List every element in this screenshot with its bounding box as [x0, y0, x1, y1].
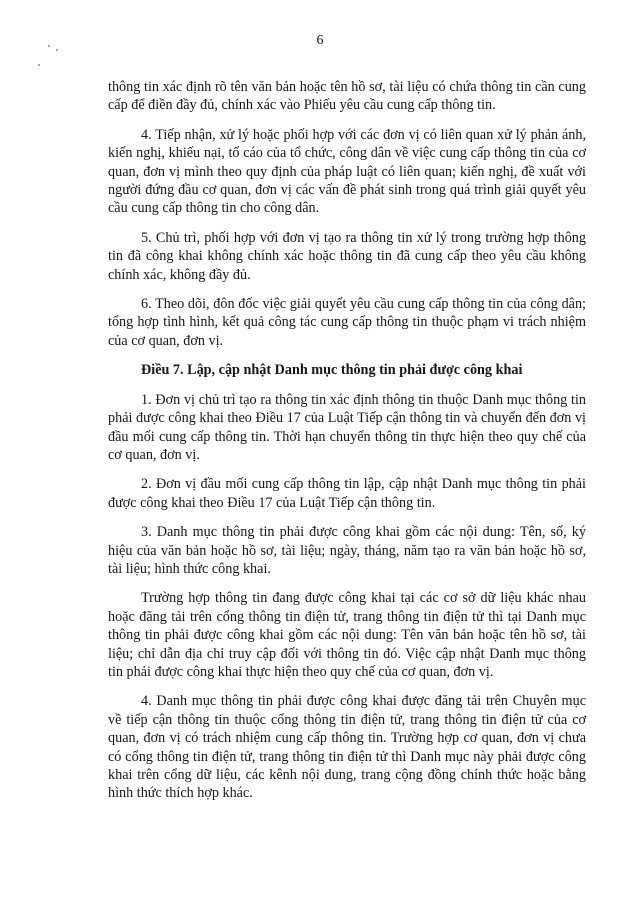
page-number: 6: [316, 33, 324, 48]
article-clause-1: 1. Đơn vị chủ trì tạo ra thông tin xác định thông tin thuộc Danh mục thông tin phải được công khai theo Điều 17 của Luật Tiếp cận thông tin và chuyển đến đơn vị đầu mối cung cấp thông tin. Thời hạn chuyển thông tin thực hiện theo quy chế của cơ quan, đơn vị.: [108, 391, 586, 463]
paragraph-item-5: 5. Chủ trì, phối hợp với đơn vị tạo ra thông tin xử lý trong trường hợp thông tin đã công khai không chính xác hoặc thông tin đã cung cấp theo yêu cầu không chính xác, không đầy đủ.: [108, 229, 586, 283]
paragraph-item-6: 6. Theo dõi, đôn đốc việc giải quyết yêu cầu cung cấp thông tin của công dân; tổng hợp tình hình, kết quả công tác cung cấp thông tin thuộc phạm vi trách nhiệm của cơ quan, đơn vị.: [108, 296, 586, 349]
scan-speck: [56, 49, 58, 51]
scan-speck: [38, 64, 40, 66]
article-clause-3: 3. Danh mục thông tin phải được công khai gồm các nội dung: Tên, số, ký hiệu của văn bản hoặc hồ sơ, tài liệu; ngày, tháng, năm tạo ra văn bản hoặc hồ sơ, tài liệu; hình thức công khai.: [108, 524, 586, 577]
article-clause-2: 2. Đơn vị đầu mối cung cấp thông tin lập, cập nhật Danh mục thông tin phải được công khai theo Điều 17 của Luật Tiếp cận thông tin.: [108, 476, 586, 511]
document-body: [108, 78, 586, 814]
article-heading: Điều 7. Lập, cập nhật Danh mục thông tin phải được công khai: [141, 362, 523, 379]
paragraph-item-4: 4. Tiếp nhận, xử lý hoặc phối hợp với các đơn vị có liên quan xử lý phản ánh, kiến nghị, khiếu nại, tố cáo của tổ chức, công dân về việc cung cấp thông tin của cơ quan, đơn vị mình theo quy định của pháp luật có liên quan; kiến nghị, đề xuất với người đứng đầu cơ quan, đơn vị các vấn đề phát sinh trong quá trình giải quyết yêu cầu cung cấp thông tin cho công dân.: [108, 126, 586, 217]
article-clause-4: 4. Danh mục thông tin phải được công khai được đăng tải trên Chuyên mục về tiếp cận thông tin thuộc cổng thông tin điện tử, trang thông tin điện tử của cơ quan, đơn vị có trách nhiệm cung cấp thông tin. Trường hợp cơ quan, đơn vị chưa có cổng thông tin điện tử, trang thông tin điện tử thì Danh mục này phải được công khai trên cổng dữ liệu, các kênh nội dung, trang cộng đồng chính thức hoặc bằng hình thức thích hợp khác.: [108, 693, 586, 802]
paragraph-continued: thông tin xác định rõ tên văn bản hoặc tên hồ sơ, tài liệu có chứa thông tin cần cung cấp để điền đầy đủ, chính xác vào Phiếu yêu cầu cung cấp thông tin.: [108, 79, 586, 114]
article-clause-3-note: Trường hợp thông tin đang được công khai tại các cơ sở dữ liệu khác nhau hoặc đăng tải trên cổng thông tin điện tử, trang thông tin điện tử thì tại Danh mục thông tin phải được công khai gồm các nội dung: Tên văn bản hoặc tên hồ sơ, tài liệu; chỉ dẫn địa chỉ truy cập đối với thông tin đó. Việc cập nhật Danh mục thông tin phải được công khai thực hiện theo quy chế của cơ quan, đơn vị.: [108, 590, 586, 680]
